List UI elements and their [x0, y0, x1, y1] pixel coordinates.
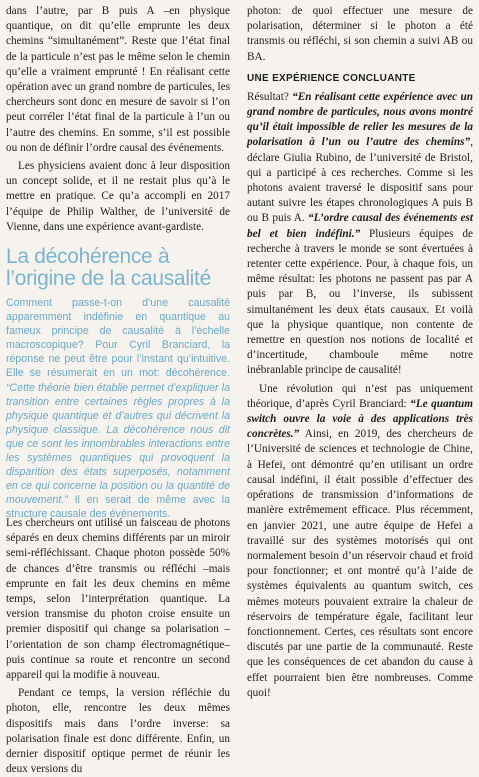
paragraph-text: Résultat? — [247, 90, 293, 103]
sidebar-quote: “Cette théorie bien établie permet d’expliquer la transition entre certaines règles propres à la physique quantique et d’autres qui décrivent la physique classique. La décohérence nous dit que ce sont les innombrables interactions entre les systèmes quantiques qui provoquent la disparition des états superposés, notamment en ce qui concerne la position ou la quantité de mouvement.” — [6, 381, 230, 507]
left-column-top — [6, 4, 230, 238]
paragraph-text: Ainsi, en 2019, des chercheurs de l’Université de sciences et technologie de Chine, à Hefei, ont démontré qu’en utilisant un ordre causal indéfini, il était possible d’effectuer des opérations de transmission d’informations de manière extrêmement efficace. Plus récemment, en janvier 2021, une autre équipe de Hefei a travaillé sur des systèmes motorisés qui ont normalement besoin d’un réservoir chaud et froid pour fonctionner; et ont montré qu’à l’aide de systèmes équivalents au quantum switch, ces mêmes moteurs pouvaient extraire la chaleur de réservoirs de température égale, facilitant leur fonctionnement. Certes, ces résultats sont encore discutés par une partie de la communauté. Reste que les conséquences de cet abandon du cause à effet pourraient bien être nombreuses. Comme quoi! — [247, 428, 473, 699]
sidebar-box — [6, 245, 230, 521]
quote: “Le quantum switch ouvre la voie à des applications très concrètes.” — [247, 397, 473, 441]
sidebar-title: La décohérence à l’origine de la causalité — [6, 245, 211, 290]
right-column — [247, 4, 473, 704]
paragraph: dans l’autre, par B puis A –en physique quantique, on dit qu’elle emprunte les deux chemins “simultanément”. Reste que l’état final de la particule n’est pas le même selon le chemin qu’elle a vraiment emprunté ! En réalisant cette opération avec un grand nombre de particules, les chercheurs sont donc en mesure de savoir si l’on peut corréler l’état final de la particule à l’un ou l’autre des chemins. En somme, s’il est possible ou non de définir l’ordre causal des événements. — [6, 5, 230, 154]
quote: “L’ordre causal des événements est bel et bien indéfini.” — [247, 212, 473, 240]
paragraph: Les chercheurs ont utilisé un faisceau de photons séparés en deux chemins différents par un miroir semi-réfléchissant. Chaque photon possède 50% de chances d’être transmis ou réfléchi –mais emprunte en fait les deux chemins en même temps, selon l’interprétation quantique. La version transmise du photon croise ensuite un premier dispositif qui change sa polarisation –l’orientation de son champ électromagnétique–puis continue sa route et rencontre un second appareil qui la modifie à nouveau. — [6, 517, 230, 682]
sidebar-text: Comment passe-t-on d’une causalité apparemment indéfinie en quantique au fameux principe de causalité à l’échelle macroscopique? Pour Cyril Branciard, la réponse ne peut être pour l’instant qu’intuitive. Elle se résumerait en un mot: décohérence. — [6, 297, 230, 380]
sidebar-text-end: Il en serait de même avec la structure causale des événements. — [6, 494, 230, 521]
paragraph-text: Une révolution qui n’est pas uniquement théorique, d’après Cyril Branciard: — [247, 382, 473, 410]
paragraph-text: , déclare Giulia Rubino, de l’université de Bristol, qui a participé à ces recherches. Comme si les photons avaient traversé le dispositif sans pour autant suivre les étapes chronologiques A puis B ou B puis A. — [247, 136, 473, 225]
paragraph — [247, 90, 473, 379]
quote: “En réalisant cette expérience avec un grand nombre de particules, nous avons montré qu’il était impossible de relier les mesures de la polarisation à l’un ou l’autre des chemins” — [247, 90, 473, 149]
paragraph-text: Plusieurs équipes de recherche à travers le monde se sont évertuées à retenter cette expérience. Pour, à chaque fois, un même résultat: les photons ne passent pas par A puis par B, ou l’inverse, ils subissent simultanément les deux états causaux. Et voilà que la physique quantique, non contente de remettre en question nos notions de localité et d’incertitude, chamboule même notre inébranlable principe de causalité! — [247, 227, 473, 377]
section-heading: UNE EXPÉRIENCE CONCLUANTE — [247, 72, 416, 84]
paragraph: photon: de quoi effectuer une mesure de polarisation, déterminer si le photon a été transmis ou réfléchi, si son chemin a suivi AB ou BA. — [247, 5, 473, 63]
sidebar-body — [6, 296, 230, 522]
paragraph — [247, 382, 473, 701]
paragraph: Les physiciens avaient donc à leur disposition un concept solide, et il ne restait plus qu’à le mettre en pratique. Ce qu’a accompli en 2017 l’équipe de Philip Walther, de l’université de Vienne, dans une expérience avant-gardiste. — [6, 160, 230, 233]
paragraph: Pendant ce temps, la version réfléchie du photon, elle, rencontre les deux mêmes dispositifs mais dans l’ordre inverse: sa polarisation finale est donc différente. Enfin, un dernier dispositif optique permet de réunir les deux versions du — [6, 687, 230, 776]
left-column-bottom — [6, 516, 230, 777]
